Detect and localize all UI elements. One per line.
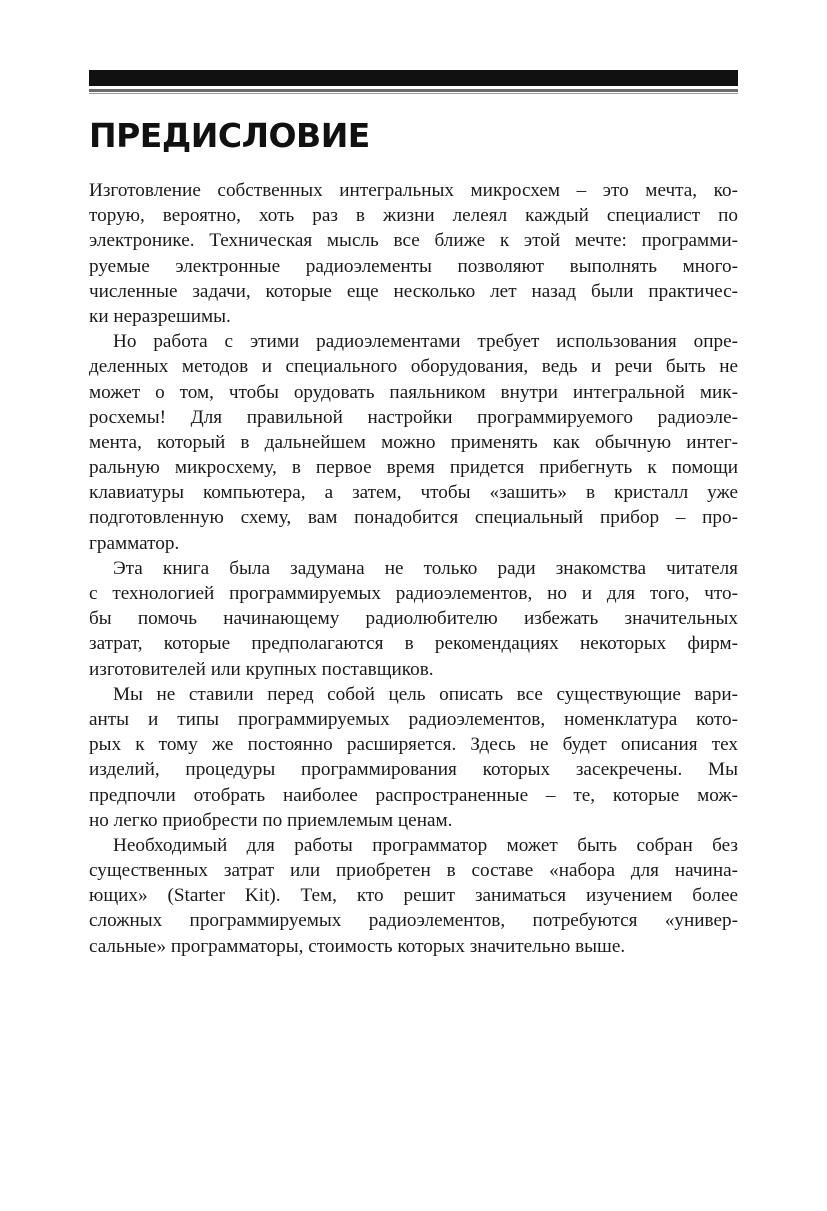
text-line: предпочли отобрать наиболее распространенные – те, которые мож- bbox=[89, 784, 738, 806]
text-line: ральную микросхему, в первое время придется прибегнуть к помощи bbox=[89, 457, 738, 479]
text-line: подготовленную схему, вам понадобится специальный прибор – про- bbox=[89, 507, 738, 529]
text-line: может о том, чтобы орудовать паяльником внутри интегральной мик- bbox=[89, 381, 738, 403]
text-line: торую, вероятно, хоть раз в жизни лелеял каждый специалист по bbox=[89, 205, 738, 227]
text-line: грамматор. bbox=[89, 532, 180, 554]
text-line: численные задачи, которые еще несколько лет назад были практичес- bbox=[89, 280, 738, 302]
header-rule-hairline bbox=[89, 93, 738, 94]
paragraph-4 bbox=[89, 682, 738, 833]
text-line: Но работа с этими радиоэлементами требует использования опре- bbox=[113, 331, 738, 353]
text-line: с технологией программируемых радиоэлементов, но и для того, что- bbox=[89, 583, 738, 604]
paragraph-3 bbox=[89, 556, 738, 682]
text-line: мента, который в дальнейшем можно применять как обычную интег- bbox=[89, 431, 738, 453]
text-line: электронике. Техническая мысль все ближе к этой мечте: программи- bbox=[89, 230, 738, 252]
text-line: клавиатуры компьютера, а затем, чтобы «зашить» в кристалл уже bbox=[89, 482, 738, 504]
text-line: рых к тому же постоянно расширяется. Здесь не будет описания тех bbox=[89, 734, 738, 756]
paragraph-1 bbox=[89, 178, 738, 329]
text-line: но легко приобрести по приемлемым ценам. bbox=[89, 809, 453, 831]
page-title: ПРЕДИСЛОВИЕ bbox=[89, 116, 370, 155]
text-line: Изготовление собственных интегральных микросхем – это мечта, ко- bbox=[89, 180, 738, 201]
text-line: Мы не ставили перед собой цель описать все существующие вари- bbox=[113, 683, 738, 705]
header-rule-thin bbox=[89, 89, 738, 92]
paragraph-2 bbox=[89, 329, 738, 556]
text-line: росхемы! Для правильной настройки программируемого радиоэле- bbox=[89, 406, 738, 428]
text-line: сальные» программаторы, стоимость которых значительно выше. bbox=[89, 935, 626, 957]
text-line: ющих» (Starter Kit). Тем, кто решит заниматься изучением более bbox=[89, 885, 738, 907]
text-line: изделий, процедуры программирования которых засекречены. Мы bbox=[89, 759, 738, 781]
header-rule-thick bbox=[89, 70, 738, 86]
text-line: Эта книга была задумана не только ради знакомства читателя bbox=[113, 557, 738, 579]
text-line: Необходимый для работы программатор может быть собран без bbox=[113, 834, 738, 856]
text-line: затрат, которые предполагаются в рекомендациях некоторых фирм- bbox=[89, 633, 738, 655]
body-text bbox=[89, 178, 738, 959]
text-line: изготовителей или крупных поставщиков. bbox=[89, 658, 434, 680]
text-line: существенных затрат или приобретен в составе «набора для начина- bbox=[89, 860, 738, 882]
text-line: сложных программируемых радиоэлементов, потребуются «универ- bbox=[89, 910, 738, 932]
text-line: бы помочь начинающему радиолюбителю избежать значительных bbox=[89, 608, 738, 630]
text-line: деленных методов и специального оборудования, ведь и речи быть не bbox=[89, 356, 738, 378]
text-line: анты и типы программируемых радиоэлементов, номенклатура кото- bbox=[89, 708, 738, 730]
text-line: руемые электронные радиоэлементы позволяют выполнять много- bbox=[89, 255, 738, 277]
text-line: ки неразрешимы. bbox=[89, 305, 231, 327]
paragraph-5 bbox=[89, 833, 738, 959]
